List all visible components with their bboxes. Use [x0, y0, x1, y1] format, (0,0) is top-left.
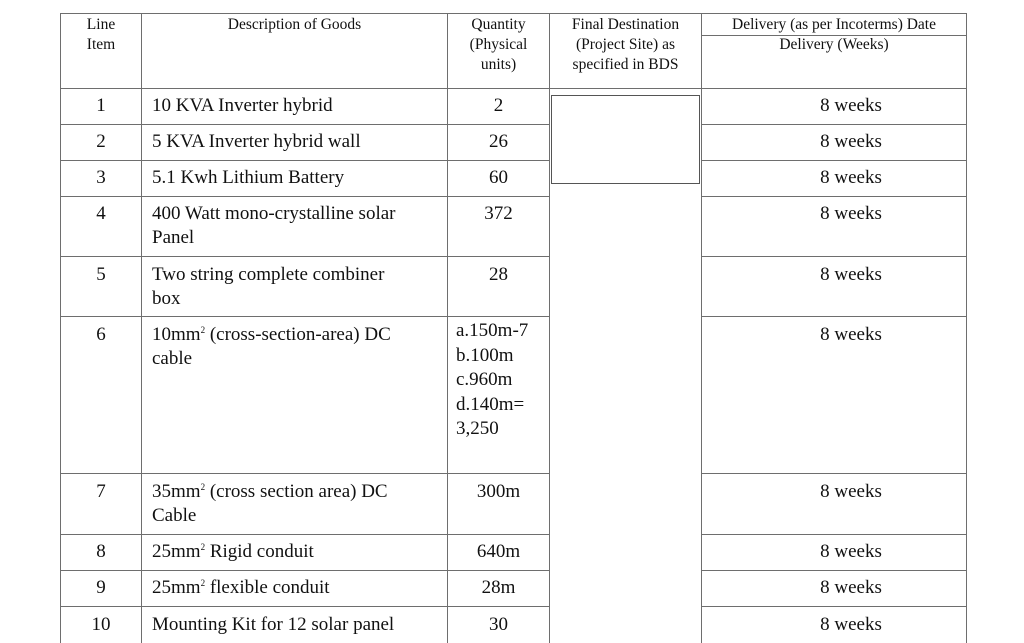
row-2-description: 5 KVA Inverter hybrid wall: [152, 131, 361, 152]
row-rule: [60, 160, 549, 161]
row-1-item: 1: [96, 95, 106, 116]
row-rule: [702, 160, 966, 161]
row-rule: [60, 570, 549, 571]
column-divider: [701, 13, 702, 643]
row-7-quantity: 300m: [476, 481, 521, 502]
row-rule: [702, 606, 966, 607]
final-destination-box: [551, 95, 700, 184]
row-rule: [702, 570, 966, 571]
header-bottom-rule: [60, 88, 966, 89]
row-rule: [702, 534, 966, 535]
row-rule: [702, 473, 966, 474]
header-description: Description of Goods: [227, 16, 362, 33]
row-2-quantity: 26: [489, 131, 508, 152]
column-divider: [549, 13, 550, 643]
row-rule: [702, 196, 966, 197]
row-9-description: $25mm^2$ flexible conduit: [152, 577, 330, 598]
row-10-delivery: 8 weeks: [820, 614, 882, 635]
row-rule: [60, 196, 549, 197]
row-3-description: 5.1 Kwh Lithium Battery: [152, 167, 345, 188]
header-delivery: Delivery (as per Incoterms) Date Delivery (Weeks): [732, 16, 936, 53]
row-2-item: 2: [96, 131, 106, 152]
row-9-item: 9: [96, 577, 106, 598]
row-rule: [702, 124, 966, 125]
row-10-quantity: 30: [489, 614, 508, 635]
row-6-quantity: a.150m-7 b.100m c.960m d.140m= 3,250: [456, 320, 529, 439]
row-8-quantity: 640m: [476, 541, 521, 562]
row-8-description: $25mm^2$ Rigid conduit: [152, 541, 314, 562]
row-rule: [60, 124, 549, 125]
row-7-item: 7: [96, 481, 106, 502]
header-destination: Final Destination (Project Site) as specified in BDS: [571, 16, 680, 73]
row-rule: [702, 256, 966, 257]
row-3-quantity: 60: [489, 167, 508, 188]
row-2-delivery: 8 weeks: [820, 131, 882, 152]
row-4-quantity: 372: [484, 203, 513, 224]
table-border-right: [966, 13, 967, 643]
row-10-item: 10: [91, 614, 111, 635]
header-line-item: Line Item: [86, 16, 116, 53]
row-rule: [60, 316, 549, 317]
row-4-delivery: 8 weeks: [820, 203, 882, 224]
row-10-description: Mounting Kit for 12 solar panel: [152, 614, 395, 635]
row-5-item: 5: [96, 264, 106, 285]
row-rule: [60, 256, 549, 257]
row-7-delivery: 8 weeks: [820, 481, 882, 502]
row-4-item: 4: [96, 203, 106, 224]
row-9-delivery: 8 weeks: [820, 577, 882, 598]
row-rule: [60, 534, 549, 535]
row-4-description: 400 Watt mono-crystalline solar Panel: [152, 203, 396, 248]
row-5-delivery: 8 weeks: [820, 264, 882, 285]
column-divider: [141, 13, 142, 643]
row-7-description: $35mm^2$ (cross section area) DC Cable: [152, 481, 388, 526]
row-1-delivery: 8 weeks: [820, 95, 882, 116]
row-rule: [702, 316, 966, 317]
row-3-item: 3: [96, 167, 106, 188]
row-8-item: 8: [96, 541, 106, 562]
header-quantity: Quantity (Physical units): [469, 16, 528, 73]
row-6-description: $10mm^2$ (cross-section-area) DC cable: [152, 324, 391, 369]
row-rule: [60, 606, 549, 607]
row-6-delivery: 8 weeks: [820, 324, 882, 345]
row-1-quantity: 2: [493, 95, 504, 116]
row-8-delivery: 8 weeks: [820, 541, 882, 562]
row-rule: [60, 473, 549, 474]
row-6-item: 6: [96, 324, 106, 345]
table-border-top: [60, 13, 966, 14]
row-5-quantity: 28: [489, 264, 508, 285]
row-9-quantity: 28m: [481, 577, 516, 598]
row-3-delivery: 8 weeks: [820, 167, 882, 188]
row-1-description: 10 KVA Inverter hybrid: [152, 95, 333, 116]
row-5-description: Two string complete combiner box: [152, 264, 385, 309]
